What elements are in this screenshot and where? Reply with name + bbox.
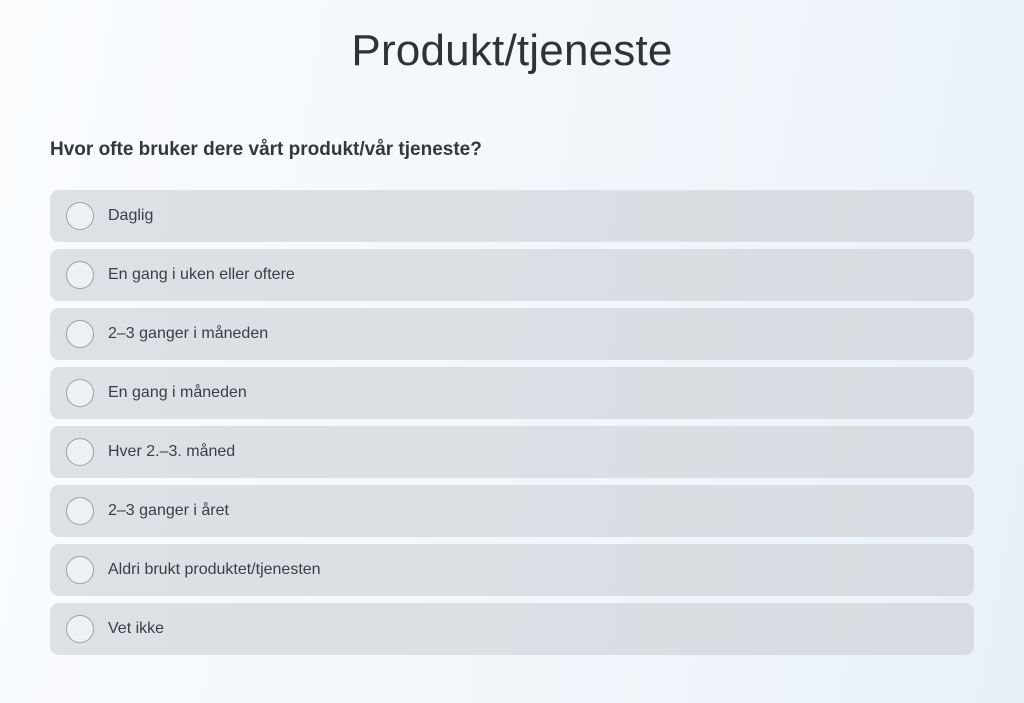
radio-button-icon[interactable] [66,556,94,584]
options-list [50,190,974,662]
question-text: Hvor ofte bruker dere vårt produkt/vår tjeneste? [50,139,482,160]
option-label: 2–3 ganger i måneden [108,325,269,342]
option-row[interactable] [50,367,974,419]
option-row[interactable] [50,426,974,478]
radio-button-icon[interactable] [66,379,94,407]
option-label: En gang i uken eller oftere [108,266,295,283]
radio-button-icon[interactable] [66,202,94,230]
option-row[interactable] [50,485,974,537]
page-title: Produkt/tjeneste [351,26,673,75]
option-label: En gang i måneden [108,384,247,401]
option-row[interactable] [50,308,974,360]
option-label: Aldri brukt produktet/tjenesten [108,561,321,578]
option-row[interactable] [50,190,974,242]
radio-button-icon[interactable] [66,438,94,466]
radio-button-icon[interactable] [66,497,94,525]
option-label: Hver 2.–3. måned [108,443,236,460]
option-label: Daglig [108,207,154,224]
option-row[interactable] [50,544,974,596]
radio-button-icon[interactable] [66,615,94,643]
option-row[interactable] [50,249,974,301]
radio-button-icon[interactable] [66,261,94,289]
option-label: Vet ikke [108,620,165,637]
option-label: 2–3 ganger i året [108,502,229,519]
radio-button-icon[interactable] [66,320,94,348]
option-row[interactable] [50,603,974,655]
